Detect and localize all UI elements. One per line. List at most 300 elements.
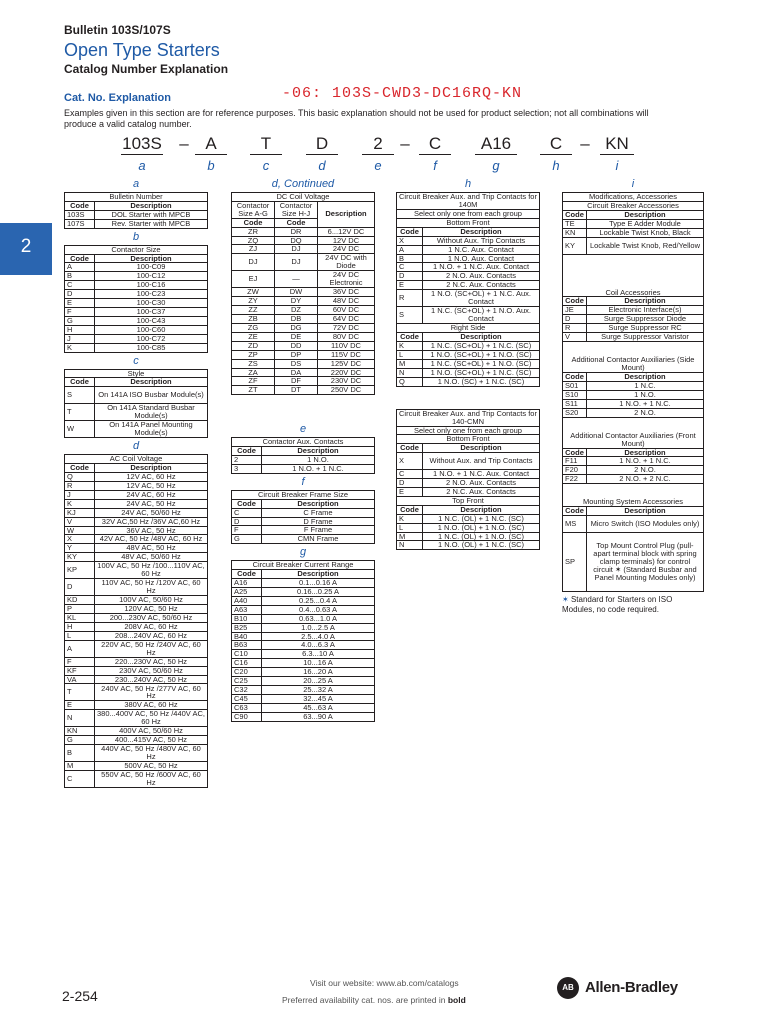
code-cell: C45 xyxy=(232,694,262,703)
description-cell: 1.0...2.5 A xyxy=(262,623,375,632)
modifications-table xyxy=(562,192,704,592)
description-cell: 2.5...4.0 A xyxy=(262,632,375,641)
description-cell: 2 N.O. Aux. Contacts xyxy=(423,479,540,488)
column-header: Code xyxy=(232,499,262,508)
description-cell: On 141A ISO Busbar Module(s) xyxy=(95,387,208,404)
code-cell: MS xyxy=(563,515,587,532)
table-row xyxy=(232,456,375,465)
description-cell: 1 N.O. (SC+OL) + 1 N.C. Aux. Contact xyxy=(423,290,540,307)
column-header: Description xyxy=(95,378,208,387)
table-row xyxy=(232,297,375,306)
description-cell: 100-C85 xyxy=(95,343,208,352)
table-row xyxy=(397,236,540,245)
description-cell: 1 N.O. (SC+OL) + 1 N.C. (SC) xyxy=(423,368,540,377)
table-row xyxy=(397,532,540,541)
code-cell: M xyxy=(65,762,95,771)
table-row xyxy=(563,333,704,342)
section-label-a: a xyxy=(132,178,140,190)
table-row xyxy=(65,631,208,640)
code-cell: F11 xyxy=(563,457,587,466)
group-title: Coil Accessories xyxy=(563,289,704,297)
code-cell: S xyxy=(65,387,95,404)
table-row xyxy=(563,399,704,408)
code-cell: N xyxy=(397,541,423,550)
column-header: Description xyxy=(587,448,704,457)
column-header: Description xyxy=(95,464,208,473)
code-cell: D xyxy=(397,479,423,488)
description-cell: 230V AC, 50/60 Hz xyxy=(95,666,208,675)
code-cell: L xyxy=(397,523,423,532)
letter-a: a xyxy=(138,158,146,173)
table-row xyxy=(397,359,540,368)
table-row xyxy=(232,712,375,721)
description-cell: 48V AC, 50 Hz xyxy=(95,544,208,553)
page-subtitle: Catalog Number Explanation xyxy=(64,62,229,76)
group-title: Mounting System Accessories xyxy=(563,498,704,506)
code-cell: ZR xyxy=(232,227,275,236)
code-cell: N xyxy=(65,710,95,727)
description-cell: 25...32 A xyxy=(262,685,375,694)
table-row xyxy=(232,341,375,350)
table-row xyxy=(65,579,208,596)
description-cell: 100-C23 xyxy=(95,290,208,299)
code-cell: DG xyxy=(275,323,318,332)
code-cell: A25 xyxy=(232,588,262,597)
description-cell: 36V DC xyxy=(318,288,375,297)
code-cell: DE xyxy=(275,332,318,341)
table-row xyxy=(232,677,375,686)
table-row xyxy=(397,470,540,479)
description-cell: 1 N.O. + 1 N.C. xyxy=(587,457,704,466)
code-cell: DQ xyxy=(275,236,318,245)
table-row xyxy=(563,475,704,484)
letter-f: f xyxy=(433,158,437,173)
group-title: Circuit Breaker Accessories xyxy=(563,201,704,210)
code-cell: K xyxy=(397,514,423,523)
cb-aux-cmn-table xyxy=(396,409,540,551)
description-cell: 6...12V DC xyxy=(318,227,375,236)
bulletin-number-table xyxy=(64,192,208,229)
code-cell: L xyxy=(397,350,423,359)
group-note: Select only one from each group xyxy=(397,210,540,219)
description-cell: 550V AC, 50 Hz /600V AC, 60 Hz xyxy=(95,771,208,788)
code-cell: ZD xyxy=(232,341,275,350)
column-header: Description xyxy=(95,254,208,263)
table-row xyxy=(563,515,704,532)
description-cell: 24V DC with Diode xyxy=(318,254,375,271)
code-cell: K xyxy=(65,343,95,352)
description-cell: 72V DC xyxy=(318,323,375,332)
table-title: Circuit Breaker Aux. and Trip Contacts for 140-CMN xyxy=(397,409,540,426)
description-cell: 1 N.O. (SC+OL) + 1 N.O. (SC) xyxy=(423,350,540,359)
code-cell: DF xyxy=(275,377,318,386)
code-cell: C xyxy=(397,263,423,272)
description-cell: 4.0...6.3 A xyxy=(262,641,375,650)
description-cell: On 141A Standard Busbar Module(s) xyxy=(95,404,208,421)
section-label-c: c xyxy=(133,354,139,367)
code-cell: G xyxy=(232,535,262,544)
spacer-cell xyxy=(563,254,704,289)
table-row xyxy=(232,368,375,377)
code-cell: S11 xyxy=(563,399,587,408)
segment-e: 2 xyxy=(373,134,383,153)
table-row xyxy=(65,535,208,544)
code-cell: N xyxy=(397,368,423,377)
description-cell: 32V AC,50 Hz /36V AC,60 Hz xyxy=(95,517,208,526)
table-row xyxy=(65,281,208,290)
column-header: Description xyxy=(423,333,540,342)
table-row xyxy=(232,535,375,544)
catno-example: -06: 103S-CWD3-DC16RQ-KN xyxy=(282,85,523,102)
table-row xyxy=(65,517,208,526)
group-title: Bottom Front xyxy=(397,435,540,444)
table-row xyxy=(65,605,208,614)
intro-text: Examples given in this section are for reference purposes. This basic explanation should not be used for product selection; not all combinations will produce a valid catalog number. xyxy=(64,108,649,129)
table-row xyxy=(397,281,540,290)
footer-website: Visit our website: www.ab.com/catalogs xyxy=(310,978,459,988)
table-row xyxy=(65,404,208,421)
table-row xyxy=(65,657,208,666)
table-row xyxy=(65,307,208,316)
description-cell: 64V DC xyxy=(318,315,375,324)
segment-c: T xyxy=(260,134,272,153)
table-title: Contactor Size xyxy=(65,245,208,254)
description-cell: 110V DC xyxy=(318,341,375,350)
table-row xyxy=(232,588,375,597)
table-title: Circuit Breaker Aux. and Trip Contacts for 140M xyxy=(397,193,540,210)
code-cell: E xyxy=(65,701,95,710)
description-cell: D Frame xyxy=(262,517,375,526)
code-cell: A16 xyxy=(232,579,262,588)
letter-b: b xyxy=(207,158,215,173)
table-row xyxy=(232,315,375,324)
table-row xyxy=(397,541,540,550)
table-row xyxy=(232,359,375,368)
table-row xyxy=(397,272,540,281)
table-row xyxy=(397,377,540,386)
column-header: Description xyxy=(262,499,375,508)
table-row xyxy=(397,254,540,263)
table-row xyxy=(397,245,540,254)
code-cell: E xyxy=(397,488,423,497)
description-cell: 63...90 A xyxy=(262,712,375,721)
table-row xyxy=(397,368,540,377)
code-cell: K xyxy=(397,341,423,350)
description-cell: 1 N.O. + 1 N.C. xyxy=(587,399,704,408)
column-header: Description xyxy=(423,227,540,236)
table-row xyxy=(65,544,208,553)
code-cell: C xyxy=(65,281,95,290)
code-cell: DR xyxy=(275,227,318,236)
table-row xyxy=(397,350,540,359)
description-cell: 48V DC xyxy=(318,297,375,306)
table-row xyxy=(65,526,208,535)
table-row xyxy=(563,532,704,591)
code-cell: ZW xyxy=(232,288,275,297)
table-row xyxy=(232,579,375,588)
code-cell: ZE xyxy=(232,332,275,341)
description-cell: 2 N.O. + 2 N.C. xyxy=(587,475,704,484)
code-cell: KY xyxy=(563,237,587,254)
code-cell: H xyxy=(65,622,95,631)
table-row xyxy=(232,271,375,288)
cb-frame-size-table xyxy=(231,490,375,544)
code-cell: DJ xyxy=(275,254,318,271)
bulletin-label: Bulletin 103S/107S xyxy=(64,23,171,37)
letter-h: h xyxy=(552,158,560,173)
description-cell: 24V DC xyxy=(318,245,375,254)
table-row xyxy=(232,350,375,359)
description-cell: 2 N.C. Aux. Contacts xyxy=(423,488,540,497)
spacer-cell xyxy=(563,484,704,499)
code-cell: D xyxy=(232,517,262,526)
contactor-size-table xyxy=(64,245,208,353)
table-title: Modifications, Accessories xyxy=(563,193,704,202)
description-cell: 1 N.C. (OL) + 1 N.O. (SC) xyxy=(423,532,540,541)
description-cell: 380...400V AC, 50 Hz /440V AC, 60 Hz xyxy=(95,710,208,727)
table-row xyxy=(65,736,208,745)
description-cell: 400...415V AC, 50 Hz xyxy=(95,736,208,745)
section-number: 2 xyxy=(20,236,32,257)
table-row xyxy=(65,675,208,684)
table-row xyxy=(232,650,375,659)
code-cell: J xyxy=(65,490,95,499)
code-cell: KF xyxy=(65,666,95,675)
code-cell: D xyxy=(563,315,587,324)
column-header: Description xyxy=(587,372,704,381)
table-title: Circuit Breaker Frame Size xyxy=(232,490,375,499)
description-cell: 230...240V AC, 50 Hz xyxy=(95,675,208,684)
table-row xyxy=(397,523,540,532)
code-cell: A40 xyxy=(232,596,262,605)
brand-name: Allen-Bradley xyxy=(585,979,678,996)
description-cell: 2 N.O. xyxy=(587,466,704,475)
table-row xyxy=(65,614,208,623)
column-header: Code xyxy=(65,254,95,263)
description-cell: 100-C72 xyxy=(95,334,208,343)
table-row xyxy=(232,323,375,332)
code-cell: EJ xyxy=(232,271,275,288)
column-header: Code xyxy=(232,570,262,579)
code-cell: ZF xyxy=(232,377,275,386)
code-cell: KY xyxy=(65,553,95,562)
code-cell: T xyxy=(65,404,95,421)
page-title: Open Type Starters xyxy=(64,40,220,60)
description-cell: 0.1...0.16 A xyxy=(262,579,375,588)
table-row xyxy=(232,288,375,297)
code-cell: C10 xyxy=(232,650,262,659)
column-header: Code xyxy=(275,218,318,227)
dc-coil-voltage-table xyxy=(231,192,375,395)
code-cell: ZA xyxy=(232,368,275,377)
code-cell: C xyxy=(232,508,262,517)
description-cell: 48V AC, 50/60 Hz xyxy=(95,553,208,562)
code-cell: DP xyxy=(275,350,318,359)
description-cell: C Frame xyxy=(262,508,375,517)
column-3 xyxy=(396,176,540,550)
description-cell: 100V AC, 50 Hz /100...110V AC, 60 Hz xyxy=(95,562,208,579)
table-row xyxy=(65,219,208,228)
description-cell: 1 N.C. Aux. Contact xyxy=(423,245,540,254)
code-cell: R xyxy=(397,290,423,307)
table-row xyxy=(232,596,375,605)
table-row xyxy=(65,622,208,631)
table-row xyxy=(65,640,208,657)
code-cell: TE xyxy=(563,219,587,228)
code-cell: 2 xyxy=(232,456,262,465)
page-number: 2-254 xyxy=(62,988,98,1004)
table-row xyxy=(563,466,704,475)
footnote xyxy=(562,595,704,615)
column-header: Code xyxy=(65,464,95,473)
code-cell: A xyxy=(65,263,95,272)
table-row xyxy=(65,325,208,334)
table-title: Bulletin Number xyxy=(65,193,208,202)
description-cell: 1 N.O. + 1 N.C. xyxy=(262,464,375,473)
description-cell: 220V DC xyxy=(318,368,375,377)
table-row xyxy=(563,381,704,390)
table-row xyxy=(563,219,704,228)
description-cell: F Frame xyxy=(262,526,375,535)
code-cell: DJ xyxy=(275,245,318,254)
table-row xyxy=(397,307,540,324)
description-cell: 100-C60 xyxy=(95,325,208,334)
code-cell: S01 xyxy=(563,381,587,390)
code-cell: C xyxy=(397,470,423,479)
code-cell: X xyxy=(397,453,423,470)
code-cell: K xyxy=(65,499,95,508)
description-cell: 440V AC, 50 Hz /480V AC, 60 Hz xyxy=(95,745,208,762)
description-cell: Top Mount Control Plug (pull-apart terminal block with spring clamp terminals) for control circuit ✶ (Standard Busbar and Panel Mounting Modules only) xyxy=(587,532,704,591)
column-header: Code xyxy=(563,448,587,457)
code-cell: G xyxy=(65,736,95,745)
code-cell: ZJ xyxy=(232,245,275,254)
description-cell: 0.63...1.0 A xyxy=(262,614,375,623)
segment-underline xyxy=(540,154,572,155)
code-cell: 3 xyxy=(232,464,262,473)
code-cell: A xyxy=(65,640,95,657)
segment-f: C xyxy=(428,134,442,153)
table-row xyxy=(232,694,375,703)
table-row xyxy=(65,562,208,579)
group-title: Right Side xyxy=(397,324,540,333)
description-cell: 16...20 A xyxy=(262,668,375,677)
description-cell: 1 N.O. + 1 N.C. Aux. Contact xyxy=(423,263,540,272)
table-row xyxy=(232,605,375,614)
segment-dash: – xyxy=(179,134,189,153)
table-row xyxy=(65,473,208,482)
description-cell: 36V AC, 50 Hz xyxy=(95,526,208,535)
code-cell: A63 xyxy=(232,605,262,614)
description-cell: 1 N.O. + 1 N.C. Aux. Contact xyxy=(423,470,540,479)
description-cell: 12V AC, 60 Hz xyxy=(95,473,208,482)
footnote-text: Standard for Starters on ISO Modules, no code required. xyxy=(562,594,673,614)
code-cell: B xyxy=(65,272,95,281)
table-row xyxy=(232,508,375,517)
cb-current-range-table xyxy=(231,560,375,721)
code-cell: F20 xyxy=(563,466,587,475)
letter-c: c xyxy=(262,158,270,173)
table-title: Contactor Aux. Contacts xyxy=(232,438,375,447)
column-header: Code xyxy=(397,333,423,342)
contactor-aux-contacts-table xyxy=(231,437,375,474)
code-cell: E xyxy=(397,281,423,290)
table-row xyxy=(65,666,208,675)
column-header: Description xyxy=(95,201,208,210)
code-cell: W xyxy=(65,421,95,438)
code-cell: C16 xyxy=(232,659,262,668)
table-row xyxy=(232,464,375,473)
code-cell: S10 xyxy=(563,390,587,399)
column-header: Description xyxy=(262,447,375,456)
description-cell: Micro Switch (ISO Modules only) xyxy=(587,515,704,532)
letter-i: i xyxy=(615,158,619,173)
segment-g: A16 xyxy=(480,134,512,153)
code-cell: KN xyxy=(65,727,95,736)
table-row xyxy=(232,685,375,694)
table-row xyxy=(65,596,208,605)
description-cell: 115V DC xyxy=(318,350,375,359)
column-header: Description xyxy=(423,505,540,514)
code-cell: W xyxy=(65,526,95,535)
code-cell: — xyxy=(275,271,318,288)
description-cell: 100-C12 xyxy=(95,272,208,281)
table-row xyxy=(232,614,375,623)
section-label-e: e xyxy=(299,423,307,436)
table-row xyxy=(563,237,704,254)
table-row xyxy=(232,526,375,535)
description-cell: Without Aux. Trip Contacts xyxy=(423,236,540,245)
description-cell: Type E Adder Module xyxy=(587,219,704,228)
description-cell: 500V AC, 50 Hz xyxy=(95,762,208,771)
footer-preferred-note xyxy=(282,995,466,1005)
description-cell: 0.25...0.4 A xyxy=(262,596,375,605)
table-row xyxy=(232,641,375,650)
description-cell: 24V AC, 50/60 Hz xyxy=(95,508,208,517)
table-title: Circuit Breaker Current Range xyxy=(232,561,375,570)
segment-dash: – xyxy=(580,134,590,153)
table-row xyxy=(65,727,208,736)
description-cell: 110V AC, 50 Hz /120V AC, 60 Hz xyxy=(95,579,208,596)
spacer-cell xyxy=(563,417,704,432)
section-label-d: d xyxy=(132,440,140,453)
table-row xyxy=(65,508,208,517)
table-row xyxy=(563,315,704,324)
description-cell: 200...230V AC, 50/60 Hz xyxy=(95,614,208,623)
table-row xyxy=(65,701,208,710)
code-cell: S20 xyxy=(563,408,587,417)
description-cell: 1 N.O. xyxy=(587,390,704,399)
description-cell: 12V DC xyxy=(318,236,375,245)
description-cell: 2 N.O. xyxy=(587,408,704,417)
description-cell: 60V DC xyxy=(318,306,375,315)
segment-underline xyxy=(419,154,451,155)
table-row xyxy=(65,771,208,788)
code-cell: DA xyxy=(275,368,318,377)
table-row xyxy=(563,408,704,417)
table-row xyxy=(397,341,540,350)
table-row xyxy=(65,210,208,219)
table-row xyxy=(397,488,540,497)
table-row xyxy=(65,334,208,343)
description-cell: 1 N.C. (SC+OL) + 1 N.O. (SC) xyxy=(423,359,540,368)
code-cell: KL xyxy=(65,614,95,623)
code-cell: DS xyxy=(275,359,318,368)
code-cell: DZ xyxy=(275,306,318,315)
code-cell: B63 xyxy=(232,641,262,650)
table-row xyxy=(232,245,375,254)
code-cell: F xyxy=(65,657,95,666)
